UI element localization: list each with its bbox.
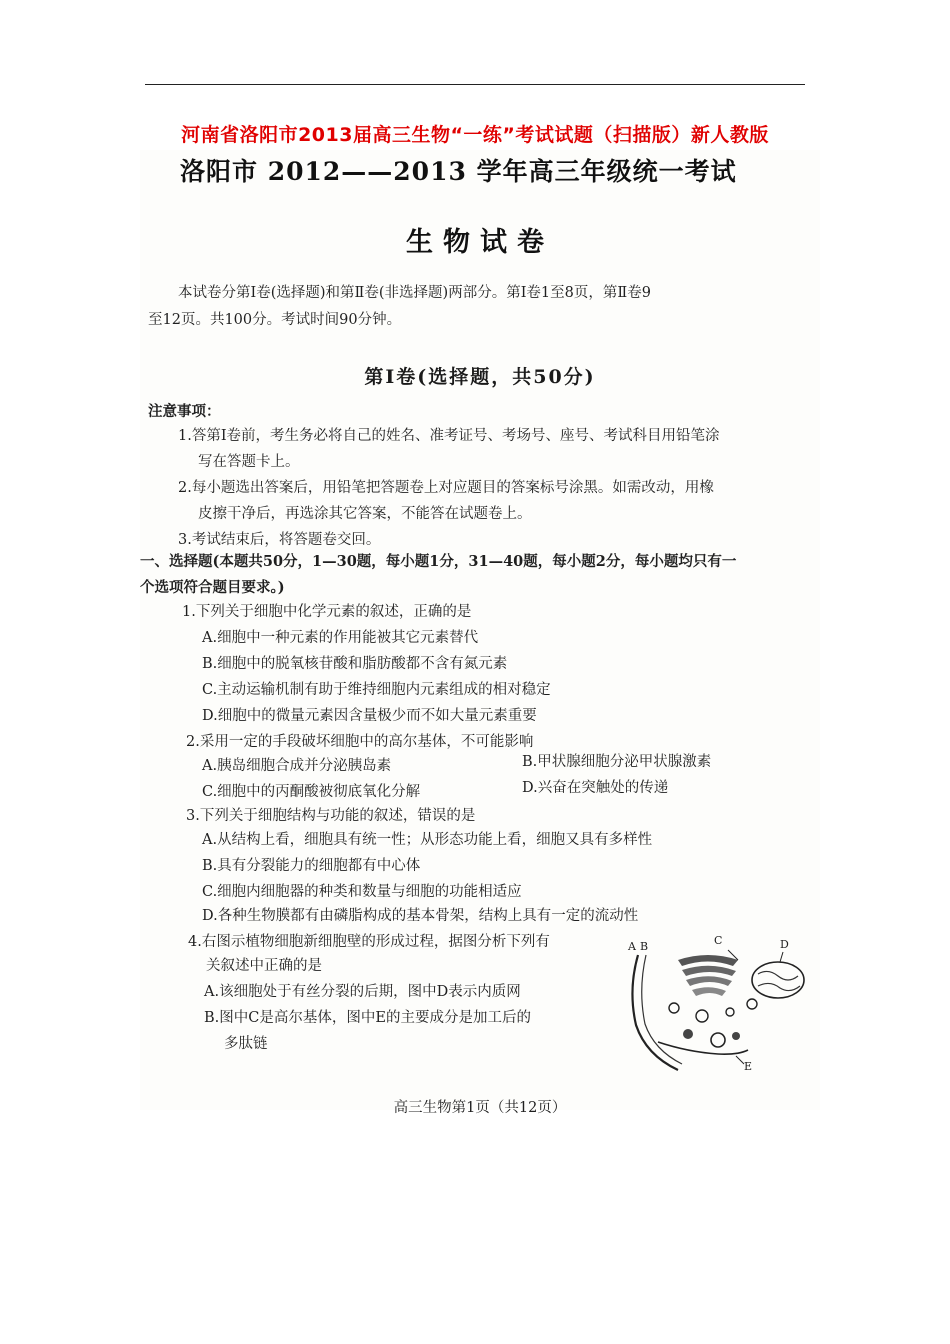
q3-option-a: A.从结构上看，细胞具有统一性；从形态功能上看，细胞又具有多样性 [202, 832, 653, 848]
q4-stem-line-1: 4.右图示植物细胞新细胞壁的形成过程，据图分析下列有 [188, 934, 550, 950]
vesicle-shape [726, 1008, 734, 1016]
q1-stem: 1.下列关于细胞中化学元素的叙述，正确的是 [182, 604, 472, 620]
vesicle-shape [732, 1032, 740, 1040]
scanned-exam-page [140, 150, 820, 1116]
q4-stem-line-2: 关叙述中正确的是 [206, 958, 322, 974]
q3-stem: 3.下列关于细胞结构与功能的叙述，错误的是 [186, 808, 476, 824]
note-1-line-1: 1.答第Ⅰ卷前，考生务必将自己的姓名、准考证号、考场号、座号、考试科目用铅笔涂 [178, 428, 720, 444]
figure-label-d: D [780, 938, 789, 951]
leader-line [780, 952, 783, 962]
exam-header: 洛阳市 2012——2013 学年高三年级统一考试 [180, 157, 737, 186]
q4-option-b-line-2: 多肽链 [224, 1036, 268, 1052]
top-rule [145, 84, 805, 85]
golgi-stack-shape [678, 955, 738, 966]
q4-option-b-line-1: B.图中C是高尔基体，图中E的主要成分是加工后的 [204, 1010, 531, 1026]
q1-option-b: B.细胞中的脱氧核苷酸和脂肪酸都不含有氮元素 [202, 656, 508, 672]
intro-line-2: 至12页。共100分。考试时间90分钟。 [148, 312, 402, 328]
q2-option-b: B.甲状腺细胞分泌甲状腺激素 [522, 754, 712, 770]
note-3: 3.考试结束后，将答题卷交回。 [178, 532, 381, 548]
page-footer: 高三生物第1页（共12页） [393, 1100, 567, 1116]
q2-option-a: A.胰岛细胞合成并分泌胰岛素 [202, 758, 392, 774]
vesicle-shape [747, 999, 757, 1009]
section-heading-line-1: 一、选择题(本题共50分，1—30题，每小题1分，31—40题，每小题2分，每小题均只有一 [140, 553, 737, 570]
q3-option-c: C.细胞内细胞器的种类和数量与细胞的功能相适应 [202, 884, 522, 900]
golgi-stack-shape [686, 976, 732, 986]
vesicle-shape [669, 1003, 679, 1013]
q1-option-c: C.主动运输机制有助于维持细胞内元素组成的相对稳定 [202, 682, 551, 698]
q3-option-b: B.具有分裂能力的细胞都有中心体 [202, 858, 421, 874]
q1-option-a: A.细胞中一种元素的作用能被其它元素替代 [202, 630, 479, 646]
subject-title: 生物试卷 [406, 227, 554, 258]
note-1-line-2: 写在答题卡上。 [198, 454, 300, 470]
vesicle-shape [711, 1033, 725, 1047]
part1-title: 第Ⅰ卷(选择题，共50分) [364, 366, 596, 388]
vesicle-shape [696, 1010, 708, 1022]
note-2-line-1: 2.每小题选出答案后，用铅笔把答题卷上对应题目的答案标号涂黑。如需改动，用橡 [178, 480, 714, 496]
organelle-d-inner [758, 983, 800, 990]
q2-stem: 2.采用一定的手段破坏细胞中的高尔基体，不可能影响 [186, 734, 534, 750]
figure-label-b: B [640, 940, 649, 953]
new-cell-wall-shape [658, 1042, 748, 1054]
figure-label-a: A [628, 940, 636, 953]
notes-heading: 注意事项： [148, 403, 221, 420]
q2-option-d: D.兴奋在突触处的传递 [522, 780, 669, 796]
leader-line [736, 1056, 744, 1064]
intro-line-1: 本试卷分第Ⅰ卷(选择题)和第Ⅱ卷(非选择题)两部分。第Ⅰ卷1至8页，第Ⅱ卷9 [178, 285, 651, 301]
document-title: 河南省洛阳市2013届高三生物“一练”考试试题（扫描版）新人教版 [181, 124, 769, 146]
figure-label-c: C [714, 934, 723, 947]
figure-label-e: E [744, 1060, 753, 1073]
organelle-d-inner [758, 971, 798, 980]
q2-option-c: C.细胞中的丙酮酸被彻底氧化分解 [202, 784, 421, 800]
golgi-stack-shape [692, 987, 726, 996]
q1-option-d: D.细胞中的微量元素因含量极少而不如大量元素重要 [202, 708, 537, 724]
vesicle-shape [683, 1029, 693, 1039]
organelle-d-shape [752, 962, 804, 998]
q4-option-a: A.该细胞处于有丝分裂的后期，图中D表示内质网 [204, 984, 521, 1000]
section-heading-line-2: 个选项符合题目要求。) [140, 579, 285, 596]
note-2-line-2: 皮擦干净后，再选涂其它答案，不能答在试题卷上。 [198, 506, 532, 522]
q3-option-d: D.各种生物膜都有由磷脂构成的基本骨架，结构上具有一定的流动性 [202, 908, 639, 924]
cell-wall-formation-figure [618, 930, 808, 1075]
golgi-stack-shape [682, 966, 736, 976]
